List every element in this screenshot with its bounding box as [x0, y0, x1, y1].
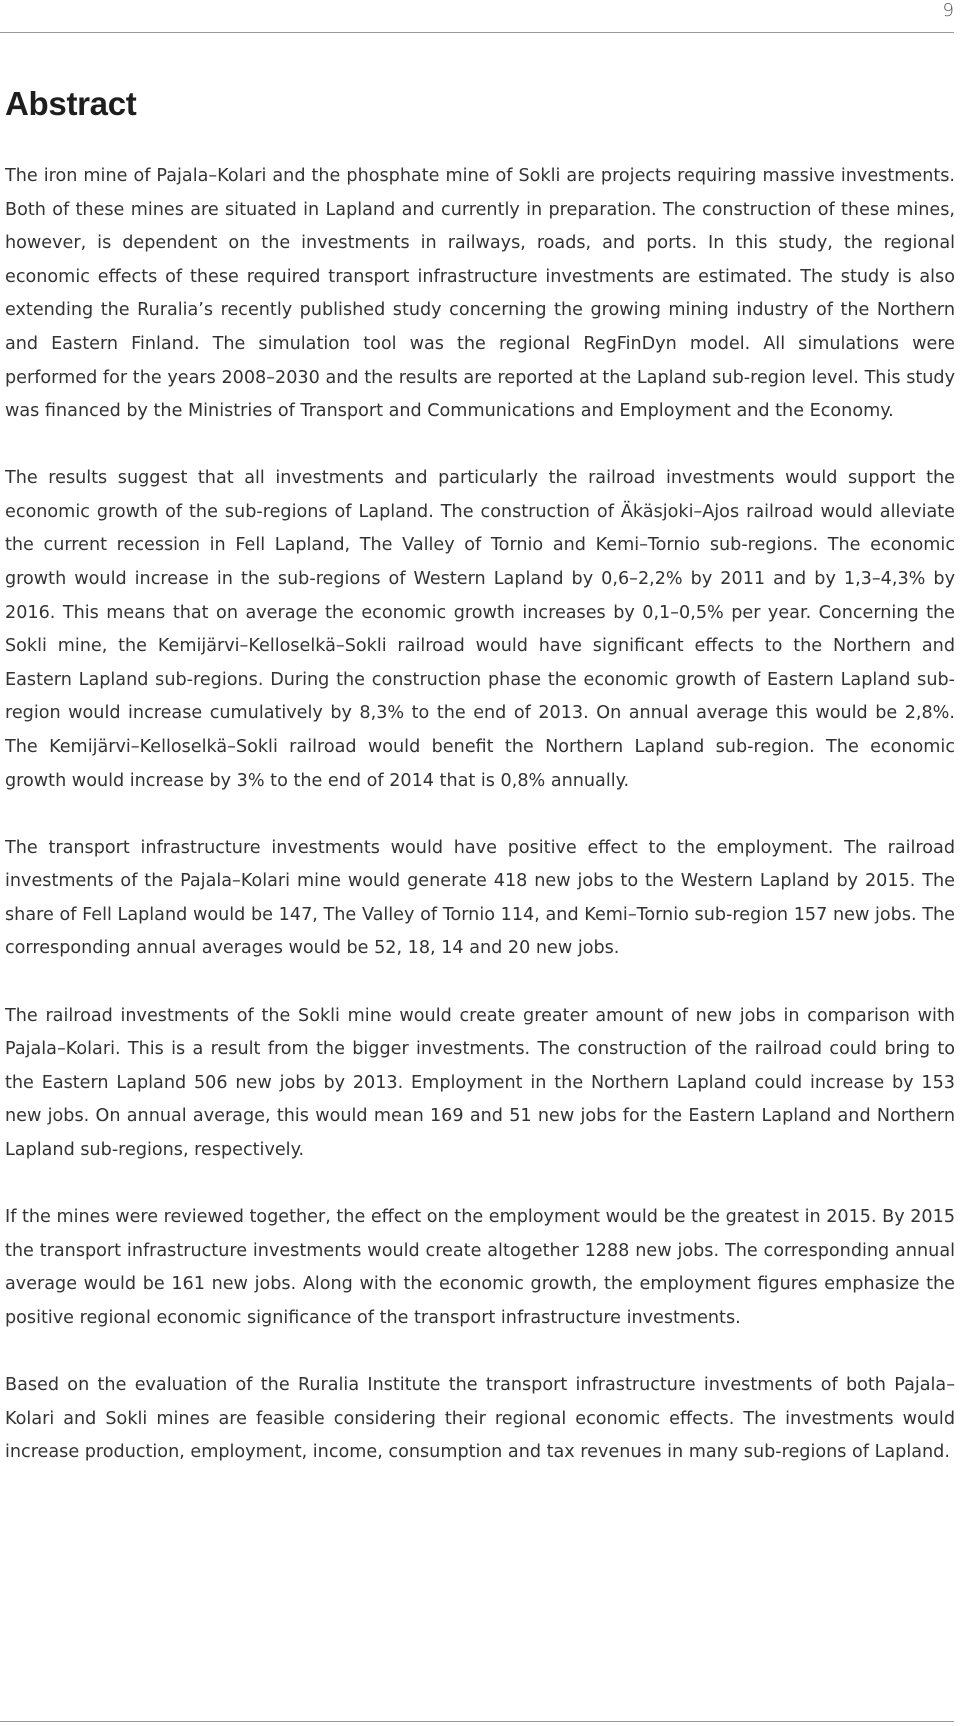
header-divider	[0, 32, 954, 33]
abstract-paragraph-1: The iron mine of Pajala–Kolari and the phosphate mine of Sokli are projects requiring massive investments. Both of these mines are situated in Lapland and currently in preparation. The construction of these mines, however, is dependent on the investments in railways, roads, and ports. In this study, the regional economic effects of these required transport infrastructure investments are estimated. The study is also extending the Ruralia’s recently published study concerning the growing mining industry of the Northern and Eastern Finland. The simulation tool was the regional RegFinDyn model. All simulations were performed for the years 2008–2030 and the results are reported at the Lapland sub-region level. This study was financed by the Ministries of Transport and Communications and Employment and the Economy.	[5, 166, 955, 422]
abstract-paragraph-6: Based on the evaluation of the Ruralia Institute the transport infrastructure investments of both Pajala–Kolari and Sokli mines are feasible considering their regional economic effects. The investments would increase production, employment, income, consumption and tax revenues in many sub-regions of Lapland.	[5, 1374, 955, 1463]
section-title: Abstract	[5, 85, 137, 122]
abstract-paragraph-2: The results suggest that all investments and particularly the railroad investments would support the economic growth of the sub-regions of Lapland. The construction of Äkäsjoki–Ajos railroad would alleviate the current recession in Fell Lapland, The Valley of Tornio and Kemi–Tornio sub-regions. The economic growth would increase in the sub-regions of Western Lapland by 0,6–2,2% by 2011 and by 1,3–4,3% by 2016. This means that on average the economic growth increases by 0,1–0,5% per year. Concerning the Sokli mine, the Kemijärvi–Kelloselkä–Sokli railroad would have significant effects to the Northern and Eastern Lapland sub-regions. During the construction phase the economic growth of Eastern Lapland sub-region would increase cumulatively by 8,3% to the end of 2013. On annual average this would be 2,8%. The Kemijärvi–Kelloselkä–Sokli railroad would benefit the Northern Lapland sub-region. The economic growth would increase by 3% to the end of 2014 that is 0,8% annually.	[5, 468, 955, 791]
document-body	[5, 78, 955, 1503]
abstract-paragraph-4: The railroad investments of the Sokli mine would create greater amount of new jobs in comparison with Pajala–Kolari. This is a result from the bigger investments. The construction of the railroad could bring to the Eastern Lapland 506 new jobs by 2013. Employment in the Northern Lapland could increase by 153 new jobs. On annual average, this would mean 169 and 51 new jobs for the Eastern Lapland and Northern Lapland sub-regions, respectively.	[5, 1005, 955, 1160]
footer-divider	[0, 1721, 954, 1722]
abstract-paragraph-3: The transport infrastructure investments would have positive effect to the employment. The railroad investments of the Pajala–Kolari mine would generate 418 new jobs to the Western Lapland by 2015. The share of Fell Lapland would be 147, The Valley of Tornio 114, and Kemi–Tornio sub-region 157 new jobs. The corresponding annual averages would be 52, 18, 14 and 20 new jobs.	[5, 837, 955, 959]
abstract-paragraph-5: If the mines were reviewed together, the effect on the employment would be the greatest in 2015. By 2015 the transport infrastructure investments would create altogether 1288 new jobs. The corresponding annual average would be 161 new jobs. Along with the economic growth, the employment figures emphasize the positive regional economic significance of the transport infrastructure investments.	[5, 1207, 956, 1328]
page-number: 9	[942, 0, 954, 21]
